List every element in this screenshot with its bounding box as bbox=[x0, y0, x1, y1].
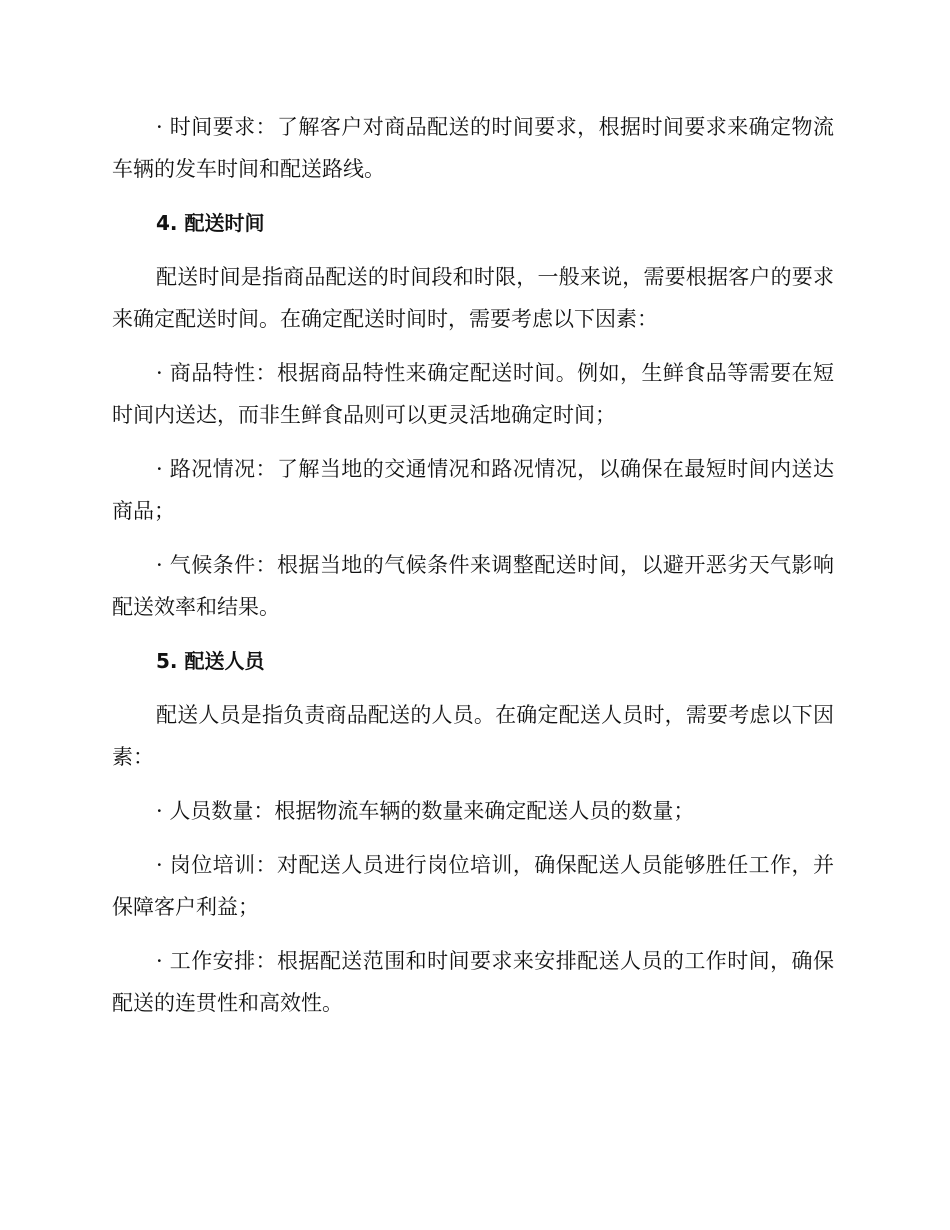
paragraph-delivery-time: 配送时间是指商品配送的时间段和时限，一般来说，需要根据客户的要求来确定配送时间。在确定配送时间时，需要考虑以下因素： bbox=[112, 265, 834, 331]
bullet-time-requirement: · 时间要求：了解客户对商品配送的时间要求，根据时间要求来确定物流车辆的发车时间和配送路线。 bbox=[112, 115, 834, 181]
bullet-climate-conditions: · 气候条件：根据当地的气候条件来调整配送时间，以避开恶劣天气影响配送效率和结果。 bbox=[112, 553, 834, 619]
document-body bbox=[112, 106, 834, 1036]
bullet-staff-count: · 人员数量：根据物流车辆的数量来确定配送人员的数量； bbox=[156, 799, 695, 823]
bullet-work-scheduling: · 工作安排：根据配送范围和时间要求来安排配送人员的工作时间，确保配送的连贯性和高效性。 bbox=[112, 949, 834, 1015]
bullet-job-training: · 岗位培训：对配送人员进行岗位培训，确保配送人员能够胜任工作，并保障客户利益； bbox=[112, 853, 834, 919]
bullet-product-characteristics: · 商品特性：根据商品特性来确定配送时间。例如，生鲜食品等需要在短时间内送达，而非生鲜食品则可以更灵活地确定时间； bbox=[112, 361, 834, 427]
bullet-road-conditions: · 路况情况：了解当地的交通情况和路况情况，以确保在最短时间内送达商品； bbox=[112, 457, 834, 523]
paragraph-delivery-staff: 配送人员是指负责商品配送的人员。在确定配送人员时，需要考虑以下因素： bbox=[112, 703, 834, 769]
section-heading-delivery-staff: 5. 配送人员 bbox=[156, 649, 265, 673]
section-heading-delivery-time: 4. 配送时间 bbox=[156, 211, 265, 235]
